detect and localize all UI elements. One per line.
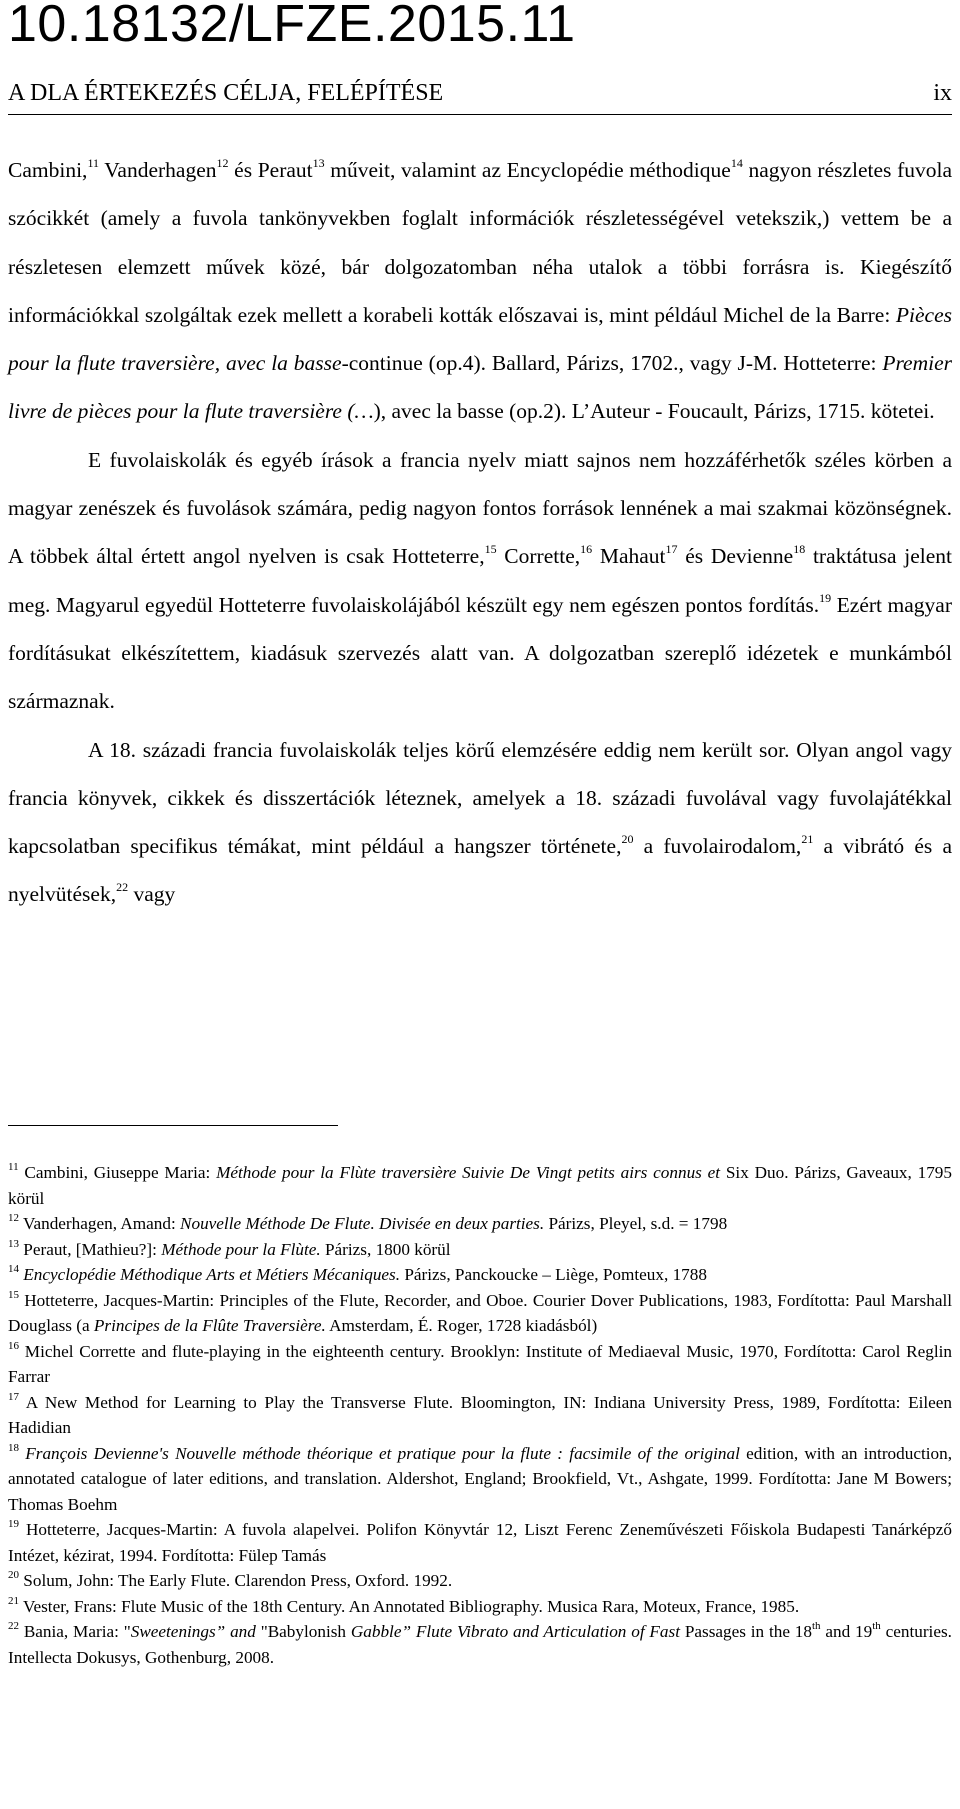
text: ), avec la basse (op.2). L’Auteur - Foucault, Párizs, 1715. kötetei.	[373, 399, 935, 424]
chapter-title: A DLA ÉRTEKEZÉS CÉLJA, FELÉPÍTÉSE	[8, 80, 444, 106]
text: and 19	[820, 1622, 873, 1641]
doi-watermark: 10.18132/LFZE.2015.11	[8, 0, 576, 53]
footnote-21	[8, 1594, 952, 1620]
footnote-ref-17[interactable]: 17	[665, 542, 678, 557]
footnote-19	[8, 1517, 952, 1568]
superscript: th	[872, 1620, 881, 1632]
paragraph-3	[8, 726, 952, 919]
text: Párizs, Panckoucke – Liège, Pomteux, 1788	[400, 1265, 707, 1284]
superscript: th	[811, 1620, 821, 1632]
text: Cambini, Giuseppe Maria:	[18, 1163, 217, 1182]
footnote-14	[8, 1262, 952, 1288]
text: Hotteterre, Jacques-Martin: A fuvola alapelvei. Polifon Könyvtár 12, Liszt Ferenc Zeneművészeti Főiskola Budapesti Tanárképző Intézet, kézirat, 1994. Fordította: Fülep Tamás	[8, 1520, 952, 1565]
text: centuries. Intellecta Dokusys, Gothenburg, 2008.	[8, 1622, 952, 1667]
italic-title: François Devienne's Nouvelle méthode théorique et pratique pour la flute : facsimile of the original	[19, 1443, 740, 1463]
footnote-ref-15[interactable]: 15	[484, 542, 497, 557]
footnote-number: 13	[8, 1237, 19, 1250]
text: Mahaut	[592, 544, 666, 569]
footnote-ref-12[interactable]: 12	[216, 156, 229, 170]
footnote-ref-11[interactable]: 11	[87, 156, 99, 170]
text: Amsterdam, É. Roger, 1728 kiadásból)	[325, 1316, 598, 1335]
footnote-ref-21[interactable]: 21	[801, 832, 814, 847]
footnote-ref-19[interactable]: 19	[819, 590, 832, 605]
footnote-number: 17	[8, 1390, 19, 1403]
text: vagy	[128, 882, 176, 907]
footnote-number: 18	[8, 1441, 19, 1454]
footnote-ref-22[interactable]: 22	[116, 880, 129, 895]
text: Vester, Frans: Flute Music of the 18th Century. An Annotated Bibliography. Musica Rara, Moteux, France, 1985.	[19, 1596, 800, 1616]
footnote-number: 19	[8, 1518, 19, 1530]
italic-title: Premier livre de pièces pour la flute traversière (…	[8, 351, 952, 424]
paragraph-1	[8, 146, 952, 436]
italic-title: Méthode pour la Flùte traversière Suivie De Vingt petits airs connus et	[216, 1163, 721, 1182]
footnote-number: 21	[8, 1594, 19, 1607]
italic-title: Méthode pour la Flùte.	[161, 1239, 321, 1259]
paragraph-2	[8, 436, 952, 726]
text: Michel Corrette and flute-playing in the eighteenth century. Brooklyn: Institute of Mediaeval Music, 1970, Fordította: Carol Reglin Farrar	[8, 1341, 952, 1386]
text: a fuvolairodalom,	[633, 834, 802, 859]
text: Hotteterre, Jacques-Martin: Principles of the Flute, Recorder, and Oboe. Courier Dover Publications, 1983, Fordította: Paul Marshall Douglass (a	[8, 1290, 952, 1335]
italic-title: Nouvelle Méthode De Flute. Divisée en deux parties.	[180, 1214, 545, 1233]
running-header	[8, 72, 952, 115]
text: Párizs, 1800 körül	[320, 1239, 451, 1259]
text: a vibrátó és a nyelvütések,	[8, 834, 952, 907]
footnote-15	[8, 1288, 952, 1339]
main-text	[8, 146, 952, 919]
text: Solum, John: The Early Flute. Clarendon Press, Oxford. 1992.	[19, 1571, 453, 1590]
page-number: ix	[933, 80, 952, 106]
text: Peraut, [Mathieu?]:	[19, 1239, 162, 1259]
italic-title: Encyclopédie Méthodique Arts et Métiers Mécaniques.	[19, 1265, 401, 1284]
footnote-16	[8, 1339, 952, 1390]
text: edition, with an introduction, annotated catalogue of later editions, and translation. Aldershot, England; Brookfield, Vt., Ashgate, 1999. Fordította: Jane M Bowers; Thomas Boehm	[8, 1443, 952, 1514]
footnote-13	[8, 1237, 952, 1263]
text: és Peraut	[228, 158, 313, 182]
footnote-20	[8, 1568, 952, 1594]
footnote-number: 16	[8, 1339, 19, 1352]
text: és Devienne	[677, 544, 794, 569]
footnote-number: 22	[8, 1620, 19, 1632]
footnote-ref-20[interactable]: 20	[621, 832, 634, 847]
footnote-separator	[8, 1125, 338, 1126]
text: "Babylonish	[255, 1622, 351, 1641]
footnote-number: 11	[8, 1161, 19, 1173]
text: műveit, valamint az Encyclopédie méthodique	[324, 158, 731, 182]
text: Ezért magyar fordításukat elkészítettem, kiadásuk szervezés alatt van. A dolgozatban szereplő idézetek e munkámból származnak.	[8, 592, 952, 714]
text: Cambini,	[8, 158, 88, 182]
footnote-number: 15	[8, 1288, 19, 1301]
footnote-12	[8, 1211, 952, 1237]
text: A 18. századi francia fuvolaiskolák teljes körű elemzésére eddig nem került sor. Olyan angol vagy francia könyvek, cikkek és disszertációk léteznek, amelyek a 18. századi fuvolával vagy fuvolajátékkal kapcsolatban specifikus témákat, mint például a hangszer története,	[8, 737, 952, 859]
footnote-17	[8, 1390, 952, 1441]
text: Passages in the 18	[679, 1622, 812, 1641]
footnote-number: 12	[8, 1212, 19, 1224]
text: Vanderhagen	[99, 158, 217, 182]
text: traktátusa jelent meg. Magyarul egyedül Hotteterre fuvolaiskolájából készült egy nem egészen pontos fordítás.	[8, 544, 952, 617]
text: Bania, Maria: "	[19, 1622, 131, 1641]
text: Vanderhagen, Amand:	[19, 1214, 181, 1233]
italic-title: Sweetenings” and	[130, 1622, 256, 1641]
footnote-ref-18[interactable]: 18	[793, 542, 806, 557]
footnote-22	[8, 1619, 952, 1670]
footnote-ref-16[interactable]: 16	[580, 542, 593, 557]
text: Corrette,	[496, 544, 581, 569]
footnote-number: 20	[8, 1569, 19, 1581]
italic-title: Principes de la Flûte Traversière.	[93, 1316, 326, 1335]
footnote-11	[8, 1160, 952, 1211]
footnote-number: 14	[8, 1263, 19, 1275]
text: Six Duo. Párizs, Gaveaux, 1795 körül	[8, 1163, 952, 1208]
text: -continue (op.4). Ballard, Párizs, 1702., vagy J-M. Hotteterre:	[341, 351, 883, 376]
text: A New Method for Learning to Play the Transverse Flute. Bloomington, IN: Indiana University Press, 1989, Fordította: Eileen Hadidian	[8, 1392, 952, 1437]
footnote-18	[8, 1441, 952, 1518]
text: Párizs, Pleyel, s.d. = 1798	[544, 1214, 728, 1233]
footnotes	[8, 1160, 952, 1670]
text: E fuvolaiskolák és egyéb írások a francia nyelv miatt sajnos nem hozzáférhetők széles körben a magyar zenészek és fuvolások számára, pedig nagyon fontos források lennének a mai szakmai közönségnek. A többek által értett angol nyelven is csak Hotteterre,	[8, 447, 952, 569]
text: nagyon részletes fuvola szócikkét (amely a fuvola tankönyvekben foglalt információk részletességével vetekszik,) vettem be a részletesen elemzett művek közé, bár dolgozatomban néha utalok a többi forrásra is. Kiegészítő információkkal szolgáltak ezek mellett a korabeli kották előszavai is, mint például Michel de la Barre:	[8, 158, 952, 327]
footnote-ref-13[interactable]: 13	[312, 156, 325, 170]
footnote-ref-14[interactable]: 14	[730, 156, 743, 170]
italic-title: Gabble” Flute Vibrato and Articulation of Fast	[350, 1622, 680, 1641]
italic-title: Pièces pour la flute traversière, avec la basse	[8, 302, 952, 376]
